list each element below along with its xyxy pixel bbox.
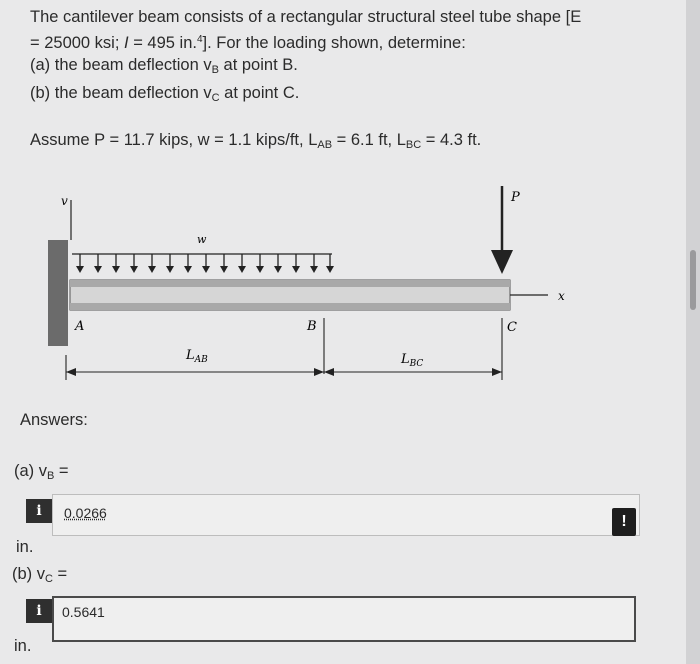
- dim-lbc-label: $L_{BC}$: [401, 352, 424, 369]
- answer-a-input[interactable]: [52, 494, 640, 536]
- answer-a-unit: in.: [16, 538, 34, 556]
- point-c-label: C: [507, 320, 517, 335]
- alert-icon[interactable]: !: [612, 508, 636, 536]
- load-p-label: P: [511, 190, 520, 205]
- info-icon-b[interactable]: i: [26, 599, 52, 623]
- answer-b-value: 0.5641: [62, 604, 105, 620]
- window-edge: [686, 0, 700, 664]
- load-w-label: w: [197, 233, 207, 246]
- answer-a-value: 0.0266: [64, 505, 107, 521]
- problem-line-2: = 25000 ksi; I = 495 in.$^4$]. For the loading shown, determine:: [30, 33, 466, 52]
- answer-b-input[interactable]: [52, 596, 636, 642]
- answers-heading: Answers:: [20, 411, 88, 429]
- problem-part-a: (a) the beam deflection $v_B$ at point B.: [30, 56, 298, 76]
- question-a-label: (a) $v_B$ =: [14, 462, 69, 482]
- question-b-label: (b) $v_C$ =: [12, 565, 68, 585]
- point-b-label: B: [307, 319, 317, 334]
- info-icon-a[interactable]: i: [26, 499, 52, 523]
- dim-lab-label: $L_{AB}$: [186, 348, 208, 365]
- problem-part-b: (b) the beam deflection $v_C$ at point C.: [30, 83, 300, 104]
- x-axis-label: x: [558, 289, 565, 303]
- problem-line-1: The cantilever beam consists of a rectangular structural steel tube shape [E: [30, 8, 582, 26]
- v-axis-label: v: [61, 194, 68, 208]
- fixed-support-wall: [48, 240, 68, 346]
- answer-b-unit: in.: [14, 637, 32, 655]
- distributed-load-arrows: [72, 254, 332, 271]
- assumptions: Assume P = 11.7 kips, w = 1.1 kips/ft, $L_{AB} = 6.1$ ft, $L_{BC} = 4.3$ ft.: [30, 131, 482, 151]
- point-a-label: A: [75, 319, 85, 334]
